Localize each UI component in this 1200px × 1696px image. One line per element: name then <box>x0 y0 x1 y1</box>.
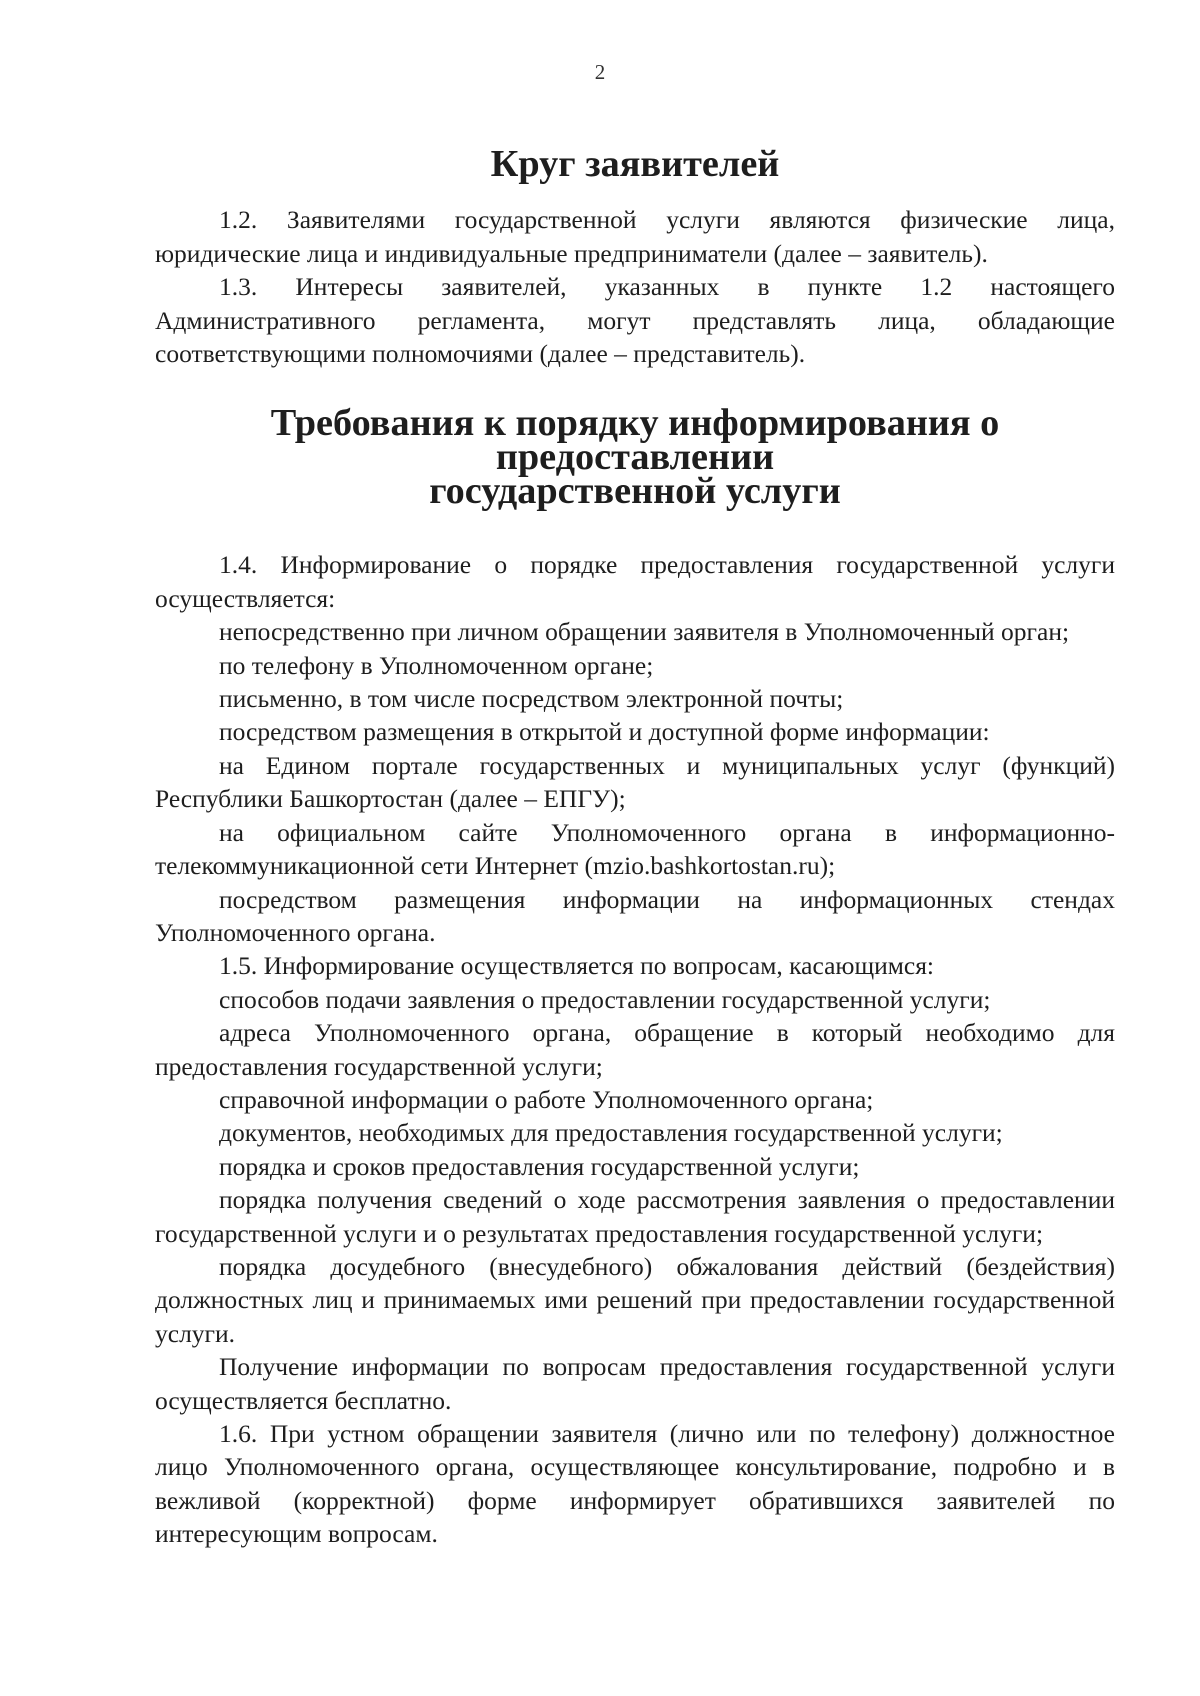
paragraph-1-2: 1.2. Заявителями государственной услуги являются физические лица, юридические лица и индивидуальные предприниматели (далее – заявитель). <box>155 205 1115 268</box>
document-body <box>155 143 1115 1551</box>
list-item: на официальном сайте Уполномоченного органа в информационно-телекоммуникационной сети Интернет (mzio.bashkortostan.ru); <box>155 817 1115 881</box>
list-item: способов подачи заявления о предоставлении государственной услуги; <box>219 984 991 1014</box>
list-item: посредством размещения в открытой и доступной форме информации: <box>219 717 990 747</box>
list-item: порядка и сроков предоставления государственной услуги; <box>219 1151 860 1181</box>
list-item: адреса Уполномоченного органа, обращение в который необходимо для предоставления государственной услуги; <box>155 1018 1115 1081</box>
paragraph-1-4: 1.4. Информирование о порядке предоставления государственной услуги осуществляется: <box>155 550 1115 613</box>
list-item: порядка досудебного (внесудебного) обжалования действий (бездействия) должностных лиц и принимаемых ими решений при предоставлении государственной услуги. <box>155 1251 1115 1348</box>
list-item: письменно, в том числе посредством электронной почты; <box>219 684 844 714</box>
section-heading-informing-line2: государственной услуги <box>429 470 841 513</box>
paragraph-free-info: Получение информации по вопросам предоставления государственной услуги осуществляется бесплатно. <box>155 1352 1115 1415</box>
paragraph-1-3: 1.3. Интересы заявителей, указанных в пункте 1.2 настоящего Административного регламента, могут представлять лица, обладающие соответствующими полномочиями (далее – представитель). <box>155 272 1115 369</box>
list-item: посредством размещения информации на информационных стендах Уполномоченного органа. <box>155 884 1115 947</box>
list-item: по телефону в Уполномоченном органе; <box>219 650 654 680</box>
section-heading-informing <box>155 402 1115 513</box>
list-item: непосредственно при личном обращении заявителя в Уполномоченный орган; <box>219 617 1070 647</box>
list-item: справочной информации о работе Уполномоченного органа; <box>219 1084 874 1114</box>
section-heading-informing-line1: Требования к порядку информирования о предоставлении <box>270 402 1000 479</box>
list-item: порядка получения сведений о ходе рассмотрения заявления о предоставлении государственной услуги и о результатах предоставления государственной услуги; <box>155 1185 1115 1248</box>
list-item: документов, необходимых для предоставления государственной услуги; <box>219 1118 1003 1148</box>
section-heading-applicants: Круг заявителей <box>490 143 780 185</box>
list-item: на Едином портале государственных и муниципальных услуг (функций) Республики Башкортостан (далее – ЕПГУ); <box>155 750 1115 814</box>
paragraph-1-5: 1.5. Информирование осуществляется по вопросам, касающимся: <box>219 951 935 981</box>
page-number: 2 <box>594 60 606 84</box>
paragraph-1-6: 1.6. При устном обращении заявителя (лично или по телефону) должностное лицо Уполномоченного органа, осуществляющее консультирование, подробно и в вежливой (корректной) форме информирует обратившихся заявителей по интересующим вопросам. <box>155 1419 1115 1549</box>
